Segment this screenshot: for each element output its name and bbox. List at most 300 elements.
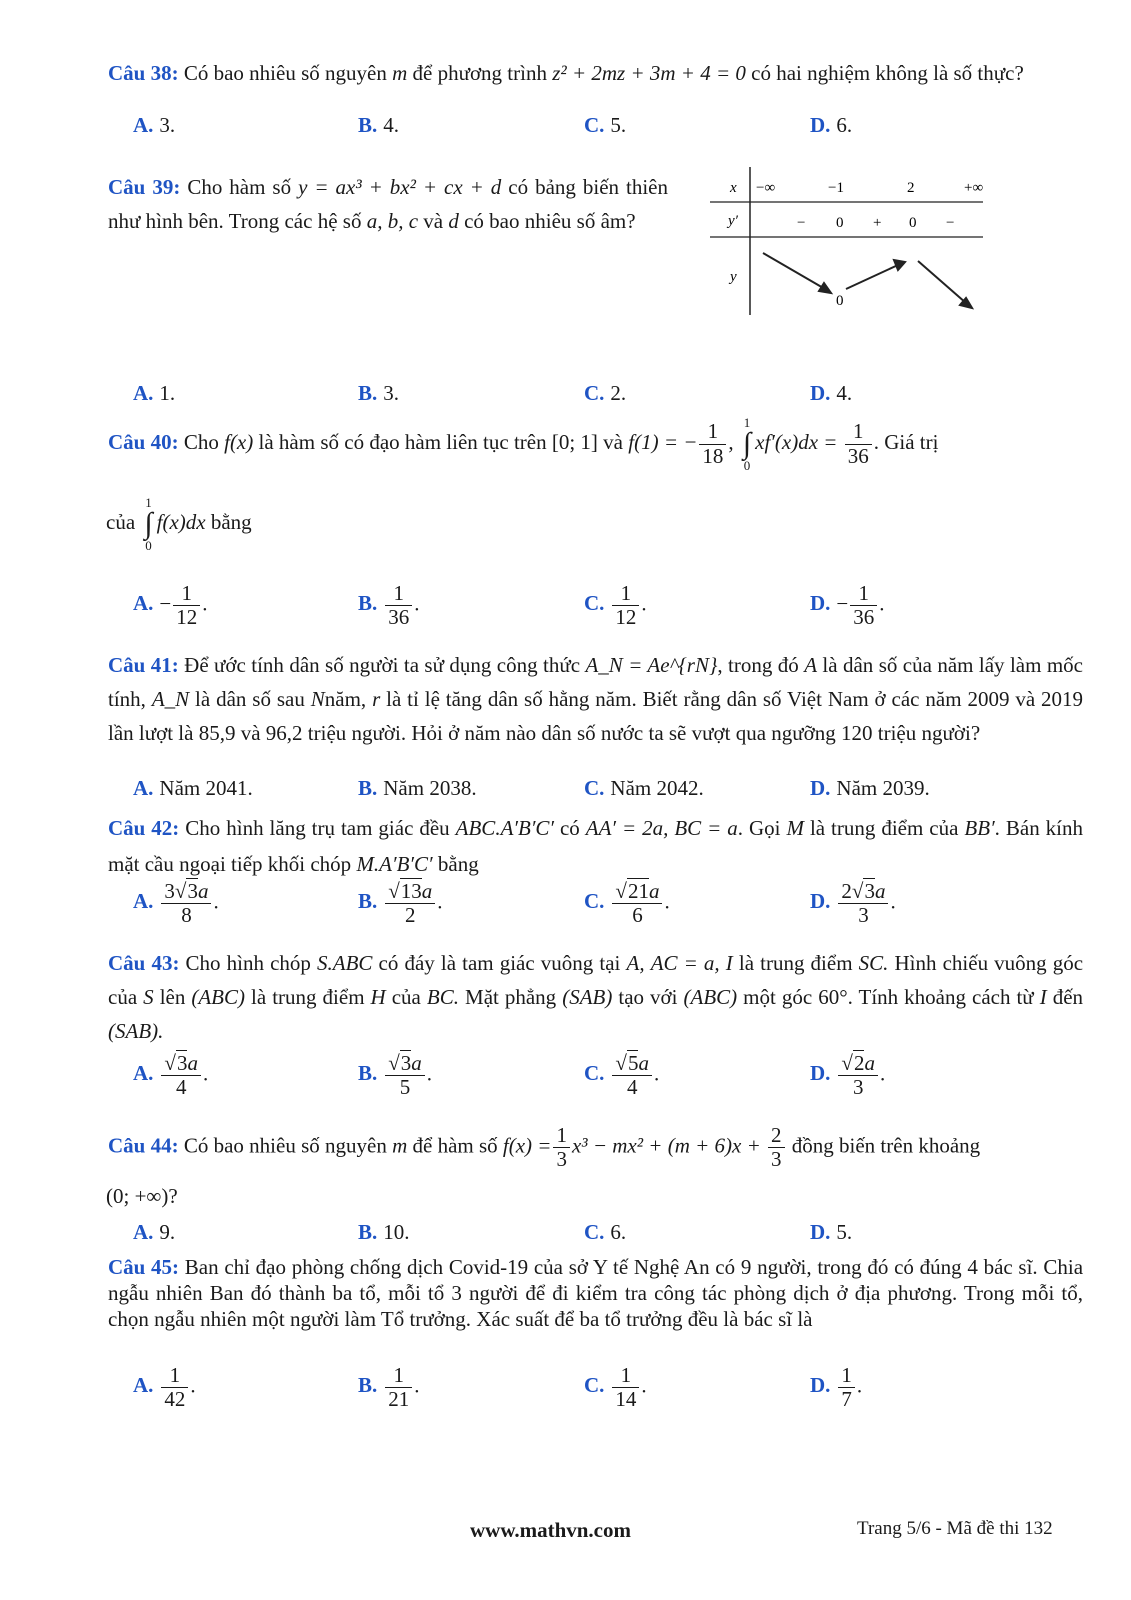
question-text: là hàm số có đạo hàm liên tục trên [258, 429, 547, 454]
fraction-den: 3 [852, 1075, 864, 1100]
math-var: m [392, 61, 408, 85]
question-text: Có bao nhiêu số nguyên [183, 61, 387, 85]
q42-option-d: D. $\frac{2√3a}{3}$ . [810, 879, 896, 928]
arrow-head [819, 283, 831, 293]
q42-option-a: A. $\frac{3√3a}{8}$ . [133, 879, 219, 928]
question-text: . Bán kính mặt cầu ngoại tiếp khối chóp [108, 816, 1084, 876]
integral-sign: ∫ [144, 507, 153, 540]
sign-value: 0 [909, 215, 917, 231]
integral [144, 496, 152, 552]
question-label: Câu 42: [108, 816, 180, 840]
q38-option-c [584, 113, 626, 138]
option-letter: B. [358, 1061, 378, 1086]
question-text: có đáy là tam giác vuông tại [378, 951, 621, 975]
question-45-text [108, 1254, 1083, 1332]
question-text: và [603, 429, 623, 454]
q40-option-b: B. $\frac{1}{36}$ . [358, 581, 420, 630]
question-text: đồng biến trên khoảng [791, 1133, 981, 1158]
math-var: m [392, 1133, 408, 1158]
fraction [838, 880, 888, 927]
question-text: bằng [437, 852, 479, 876]
question-text: Mặt phẳng [465, 985, 557, 1009]
fraction [385, 582, 412, 629]
math-var: S [143, 985, 154, 1009]
q40-option-c: C. $\frac{1}{12}$ . [584, 581, 647, 630]
option-letter: B. [358, 889, 378, 914]
q41-option-c [584, 776, 704, 801]
var: a [638, 1051, 649, 1075]
math-interval: (0; +∞) [106, 1184, 169, 1208]
question-text: có bao nhiêu số âm? [464, 209, 636, 233]
fraction-den: 36 [388, 605, 410, 630]
math-var: I [1039, 985, 1047, 1009]
var: a [197, 879, 209, 903]
fraction [385, 1052, 425, 1099]
number: 2019 [1041, 687, 1084, 711]
option-letter: C. [584, 889, 605, 914]
arrow-decreasing [918, 261, 966, 303]
fraction [161, 1364, 188, 1411]
question-text: của [391, 985, 421, 1009]
option-letter: D. [810, 591, 831, 616]
fraction-num: 1 [173, 582, 200, 606]
option-text: 5. [610, 113, 627, 137]
option-sign: − [159, 591, 172, 616]
integral-upper: 1 [743, 415, 751, 430]
fraction-den: 3 [556, 1147, 567, 1172]
option-text: 3. [383, 381, 400, 405]
option-text: 4. [836, 381, 853, 405]
math-expr: ABC.A′B′C′ [455, 816, 555, 840]
option-text: Năm 2039. [836, 776, 930, 800]
q43-option-c: C. $\frac{√5a}{4}$ . [584, 1051, 660, 1100]
fraction-den: 12 [615, 605, 637, 630]
question-text: Cho hình lăng trụ tam giác đều [185, 816, 450, 840]
fraction-num: 2√3a [838, 880, 888, 904]
fraction [385, 1364, 412, 1411]
integral-lower: 0 [145, 538, 152, 553]
math-var: A, [626, 951, 645, 975]
fraction-den: 12 [176, 605, 198, 630]
fraction-num: 1 [385, 582, 412, 606]
fraction-num: √21a [612, 880, 662, 904]
option-letter: A. [133, 381, 154, 405]
question-text: và [240, 721, 261, 745]
fraction [161, 880, 211, 927]
option-text: 10. [383, 1220, 410, 1244]
question-text: triệu người. Hỏi ở năm nào dân số nước ta sẽ vượt qua ngưỡng 120 triệu người? [307, 721, 981, 745]
radicand: 3 [176, 1051, 188, 1075]
question-text: của [106, 509, 136, 534]
radicand: 2 [853, 1051, 865, 1075]
math-formula: A_N = Ae^{rN} [585, 653, 718, 677]
option-text: Năm 2042. [610, 776, 704, 800]
math-var: A_N [151, 687, 190, 711]
option-letter: B. [358, 776, 378, 800]
q45-option-d: D. $\frac{1}{7}$ . [810, 1363, 863, 1412]
var: a [874, 879, 886, 903]
y-value: 0 [836, 293, 844, 309]
fraction-num: 1 [612, 582, 639, 606]
question-text: , trong đó [717, 653, 799, 677]
math-expr: (SAB) [562, 985, 613, 1009]
fraction [612, 880, 662, 927]
var: a [421, 879, 433, 903]
question-43-text [108, 946, 1083, 1048]
question-text: là trung điểm [738, 951, 853, 975]
question-text: tạo với [618, 985, 678, 1009]
question-text: có [559, 816, 580, 840]
question-42-text [108, 810, 1083, 882]
arrow-decreasing [763, 253, 825, 289]
option-letter: A. [133, 1061, 154, 1086]
question-38-text [108, 60, 1083, 86]
question-text: là trung điểm của [809, 816, 959, 840]
option-letter: B. [358, 1373, 378, 1398]
option-text: 2. [610, 381, 627, 405]
math-var: N [310, 687, 325, 711]
option-letter: C. [584, 1061, 605, 1086]
math-expr: f(x)dx [156, 509, 206, 534]
q39-option-a [133, 381, 175, 406]
q42-option-c: C. $\frac{√21a}{6}$ . [584, 879, 670, 928]
fraction-den: 21 [388, 1387, 410, 1412]
fraction-num: 1 [850, 582, 877, 606]
question-44-line1 [108, 1124, 980, 1171]
question-text: và [423, 209, 444, 233]
fraction-den: 6 [632, 903, 643, 928]
math-expr: BB′ [964, 816, 995, 840]
q44-option-d [810, 1220, 852, 1245]
question-text: . Giá trị [873, 429, 939, 454]
option-text: 6. [836, 113, 853, 137]
radicand: 21 [627, 879, 649, 903]
question-text: là trung điểm [251, 985, 365, 1009]
fraction-den: 2 [405, 903, 416, 928]
fraction-den: 36 [847, 443, 869, 468]
q38-option-b [358, 113, 399, 138]
variation-table [700, 165, 1000, 325]
option-letter: A. [133, 1220, 154, 1244]
fraction-num: 1 [838, 1364, 855, 1388]
math-expr: S.ABC [317, 951, 373, 975]
radicand: 13 [400, 879, 422, 903]
question-text: có bảng biến thiên như hình bên. Trong các hệ số [108, 175, 669, 233]
option-text: 4. [383, 113, 400, 137]
fraction [768, 1124, 785, 1171]
math-expr: xf′(x)dx = [755, 429, 838, 454]
option-letter: D. [810, 889, 831, 914]
fraction-num: √2a [838, 1052, 878, 1076]
question-label: Câu 38: [108, 61, 179, 85]
math-var: a, b, c [366, 209, 419, 233]
question-label: Câu 44: [108, 1133, 179, 1158]
q40-option-a: A. − $\frac{1}{12}$ . [133, 581, 208, 630]
math-equation: z² + 2mz + 3m + 4 = 0 [552, 61, 746, 85]
math-var: M [786, 816, 804, 840]
fraction-num: 1 [553, 1124, 570, 1148]
fraction [850, 582, 877, 629]
question-text: bác sĩ. Chia ngẫu nhiên Ban đó thành ba tổ, mỗi tổ [108, 1255, 1084, 1305]
integral-lower: 0 [743, 458, 751, 473]
fraction [161, 1052, 201, 1099]
question-text: người để đi kiểm tra công tác phòng dịch ở địa phương. Trong mỗi tổ, chọn ngẫu nhiên một người làm Tổ trưởng. Xác suất để ba tổ trưởng đều là bác sĩ là [108, 1281, 1083, 1331]
question-text: Để ước tính dân số người ta sử dụng công thức [184, 653, 581, 677]
q40-option-d: D. − $\frac{1}{36}$ . [810, 581, 885, 630]
question-text: . Tính khoảng cách từ [847, 985, 1034, 1009]
fraction-num: √5a [612, 1052, 652, 1076]
question-40-line1: Câu 40: Cho f(x) là hàm số có đạo hàm liên tục trên [0; 1] và f(1) = − $\frac{1}{18}$ , 1 ∫ 0 xf′(x)dx = $\frac{1}{36}$ . Giá trị [108, 415, 939, 473]
option-letter: C. [584, 113, 605, 137]
question-label: Câu 45: [108, 1255, 180, 1279]
option-letter: A. [133, 776, 154, 800]
math-var: r [372, 687, 381, 711]
question-text: có hai nghiệm không là số thực? [751, 61, 1024, 85]
fraction-den: 3 [771, 1147, 782, 1172]
option-letter: A. [133, 889, 154, 914]
question-text: Ban chỉ đạo phòng chống dịch Covid-19 của sở Y tế Nghệ An có [184, 1255, 736, 1279]
number: 96,2 [265, 721, 303, 745]
fraction-num: √3a [161, 1052, 201, 1076]
sign-value: 0 [836, 215, 844, 231]
radicand: 5 [627, 1051, 639, 1075]
math-var: I [725, 951, 733, 975]
question-label: Câu 39: [108, 175, 181, 199]
option-text: Năm 2041. [159, 776, 253, 800]
question-39-text [108, 170, 668, 238]
fraction-den: 14 [615, 1387, 637, 1412]
q45-option-b: B. $\frac{1}{21}$ . [358, 1363, 420, 1412]
q39-option-b [358, 381, 399, 406]
row-label-yprime: y′ [728, 213, 738, 229]
fraction-den: 8 [181, 903, 192, 928]
arrow-increasing [846, 265, 898, 289]
fraction-den: 4 [175, 1075, 187, 1100]
footer-website[interactable]: www.mathvn.com [470, 1518, 631, 1542]
option-letter: B. [358, 1220, 378, 1244]
option-letter: D. [810, 1220, 831, 1244]
fraction [553, 1124, 570, 1171]
number: 3 [451, 1281, 462, 1305]
fraction [612, 1364, 639, 1411]
option-letter: D. [810, 113, 831, 137]
question-text: Có bao nhiêu số nguyên [183, 1133, 387, 1158]
row-label-x: x [730, 180, 737, 196]
math-expr: (ABC) [191, 985, 246, 1009]
number: 85,9 [198, 721, 236, 745]
radicand: 3 [400, 1051, 412, 1075]
question-label: Câu 43: [108, 951, 180, 975]
math-var: d [448, 209, 459, 233]
q43-option-a: A. $\frac{√3a}{4}$ . [133, 1051, 209, 1100]
question-text: để hàm số [412, 1133, 498, 1158]
math-expr: SC. [858, 951, 889, 975]
fraction-den: 36 [853, 605, 875, 630]
question-label: Câu 41: [108, 653, 179, 677]
option-letter: A. [133, 1373, 154, 1398]
row-label-y: y [730, 269, 737, 285]
q44-option-c [584, 1220, 626, 1245]
question-text: ? [168, 1184, 178, 1208]
option-letter: A. [133, 591, 154, 616]
math-expr: x³ − mx² + (m + 6)x + [571, 1133, 761, 1158]
fraction-num: √13a [385, 880, 435, 904]
var: a [648, 879, 660, 903]
arrow-head [894, 260, 905, 270]
coef: 2 [841, 879, 852, 903]
option-text: 6. [610, 1220, 627, 1244]
fraction [385, 880, 435, 927]
fraction-num: 2 [768, 1124, 785, 1148]
integral-sign: ∫ [742, 427, 752, 460]
math-expr: AC = a, [650, 951, 720, 975]
fraction [838, 1364, 855, 1411]
math-expr: f(x) = [502, 1133, 552, 1158]
fraction-num: √3a [385, 1052, 425, 1076]
option-sign: − [836, 591, 849, 616]
fraction [173, 582, 200, 629]
math-interval: [0; 1] [551, 429, 598, 454]
integral [743, 416, 751, 472]
var: a [411, 1051, 422, 1075]
integral-upper: 1 [145, 495, 152, 510]
q42-option-b: B. $\frac{√13a}{2}$ . [358, 879, 443, 928]
option-letter: C. [584, 591, 605, 616]
math-expr: BC. [426, 985, 459, 1009]
q38-option-a [133, 113, 175, 138]
fraction-num: 1 [161, 1364, 188, 1388]
question-40-line2 [106, 496, 252, 552]
option-letter: C. [584, 776, 605, 800]
var: a [864, 1051, 875, 1075]
fraction-den: 18 [702, 443, 724, 468]
q38-option-d [810, 113, 852, 138]
option-letter: C. [584, 1373, 605, 1398]
option-letter: B. [358, 113, 378, 137]
x-value: −1 [828, 180, 844, 196]
sign-value: − [797, 215, 806, 231]
option-text: 5. [836, 1220, 853, 1244]
question-text: để phương trình [412, 61, 547, 85]
q39-option-d [810, 381, 852, 406]
fraction-den: 4 [626, 1075, 638, 1100]
q39-option-c [584, 381, 626, 406]
x-value: +∞ [964, 180, 984, 196]
question-text: bằng [210, 509, 252, 534]
fraction [612, 582, 639, 629]
math-angle: 60° [818, 985, 848, 1009]
math-expr: f(1) = − [628, 429, 698, 454]
question-text: Cho hình chóp [185, 951, 311, 975]
fraction [838, 1052, 878, 1099]
fraction-den: 7 [841, 1387, 852, 1412]
question-text: Hình chiếu vuông góc của [108, 951, 1084, 1009]
fraction-den: 5 [399, 1075, 411, 1100]
question-text: lên [159, 985, 186, 1009]
option-letter: A. [133, 113, 154, 137]
question-44-line2 [106, 1184, 178, 1209]
question-text: là tỉ lệ tăng dân số hằng năm. Biết rằng dân số Việt Nam ở các năm [386, 687, 962, 711]
fraction-den: 42 [164, 1387, 186, 1412]
fraction-num: 1 [385, 1364, 412, 1388]
option-letter: D. [810, 381, 831, 405]
coef: 3 [164, 879, 175, 903]
q44-option-a [133, 1220, 175, 1245]
math-equation: y = ax³ + bx² + cx + d [298, 175, 502, 199]
fraction-num: 3√3a [161, 880, 211, 904]
x-value: 2 [907, 180, 915, 196]
sign-value: + [873, 215, 882, 231]
question-text: và [1015, 687, 1036, 711]
x-value: −∞ [756, 180, 776, 196]
question-text: lần lượt là [108, 721, 194, 745]
question-text: năm, [324, 687, 367, 711]
q45-option-a: A. $\frac{1}{42}$ . [133, 1363, 196, 1412]
math-expr: (SAB). [108, 1019, 164, 1043]
option-letter: D. [810, 1373, 831, 1398]
fraction-num: 1 [699, 420, 726, 444]
question-text: một góc [743, 985, 813, 1009]
option-letter: C. [584, 1220, 605, 1244]
q41-option-a [133, 776, 253, 801]
math-expr: f(x) [224, 429, 254, 454]
radicand: 3 [187, 879, 198, 903]
number: 9 [740, 1255, 752, 1279]
number: 2009 [967, 687, 1010, 711]
fraction-num: 1 [845, 420, 872, 444]
question-label: Câu 40: [108, 429, 179, 454]
fraction [845, 420, 872, 467]
fraction [612, 1052, 652, 1099]
option-text: 3. [159, 113, 176, 137]
q41-option-b [358, 776, 477, 801]
math-expr: M.A′B′C′ [356, 852, 433, 876]
fraction-num: 1 [612, 1364, 639, 1388]
question-text: Cho hàm số [187, 175, 292, 199]
option-letter: D. [810, 1061, 831, 1086]
question-text: là dân số sau [195, 687, 305, 711]
question-text: người, trong đó có đúng [757, 1255, 962, 1279]
q41-option-d [810, 776, 930, 801]
q43-option-d: D. $\frac{√2a}{3}$ . [810, 1051, 886, 1100]
math-expr: AA′ = 2a, BC = a [585, 816, 738, 840]
option-text: 9. [159, 1220, 176, 1244]
fraction-den: 3 [858, 903, 869, 928]
footer-page-info: Trang 5/6 - Mã đề thi 132 [857, 1518, 1053, 1539]
sign-value: − [946, 215, 955, 231]
question-text: là dân số của năm lấy làm mốc tính, [108, 653, 1084, 711]
option-letter: C. [584, 381, 605, 405]
fraction [699, 420, 726, 467]
option-letter: D. [810, 776, 831, 800]
option-letter: B. [358, 591, 378, 616]
question-41-text [108, 648, 1083, 750]
radicand: 3 [864, 879, 875, 903]
number: 4 [967, 1255, 978, 1279]
math-var: A [804, 653, 818, 677]
q45-option-c: C. $\frac{1}{14}$ . [584, 1363, 647, 1412]
option-text: Năm 2038. [383, 776, 477, 800]
question-text: Cho [183, 429, 219, 454]
math-expr: (ABC) [683, 985, 738, 1009]
question-text: đến [1052, 985, 1084, 1009]
q43-option-b: B. $\frac{√3a}{5}$ . [358, 1051, 433, 1100]
var: a [187, 1051, 198, 1075]
option-text: 1. [159, 381, 176, 405]
question-text: . Gọi [737, 816, 781, 840]
q44-option-b [358, 1220, 410, 1245]
math-var: H [370, 985, 386, 1009]
